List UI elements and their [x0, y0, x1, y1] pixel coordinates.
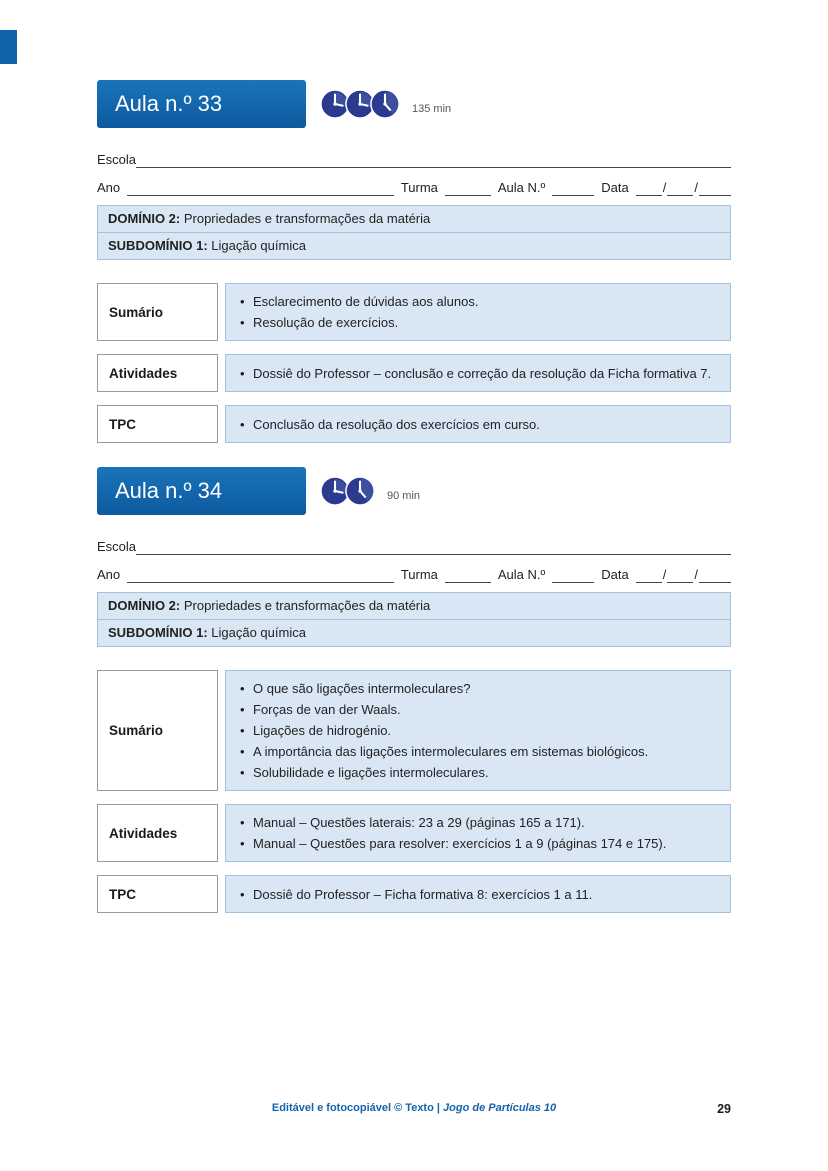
- domain-box: [97, 592, 731, 647]
- sumario-row: [97, 670, 731, 791]
- duration-label: 135 min: [412, 103, 452, 115]
- lesson-title: Aula n.º 33: [115, 91, 223, 116]
- subdomain-text: Ligação química: [207, 238, 306, 253]
- domain-text: Propriedades e transformações da matéria: [180, 598, 431, 613]
- domain-row: [97, 205, 731, 233]
- bullet-item: • Solubilidade e ligações intermoleculares.: [238, 762, 718, 783]
- row-content: [225, 354, 731, 392]
- data-year-blank: [699, 182, 731, 196]
- aula-n-blank-line: [552, 569, 594, 583]
- duration-clocks: [320, 476, 375, 506]
- corner-tab: [0, 30, 17, 64]
- row-content: [225, 875, 731, 913]
- atividades-row: [97, 354, 731, 392]
- lesson-header: [97, 80, 731, 128]
- row-label: Sumário: [97, 670, 218, 791]
- escola-label: Escola: [97, 152, 137, 167]
- data-day-blank: [636, 569, 662, 583]
- escola-blank-line: [136, 154, 731, 168]
- escola-blank-line: [136, 541, 731, 555]
- data-month-blank: [667, 569, 693, 583]
- footer-text: Editável e fotocopiável © Texto |: [271, 1102, 444, 1114]
- clock-icon: [370, 89, 400, 119]
- row-label: TPC: [97, 875, 218, 913]
- footer: [97, 1102, 731, 1114]
- book-title: Jogo de Partículas 10: [443, 1102, 557, 1114]
- bullet-item: • Manual – Questões laterais: 23 a 29 (páginas 165 a 171).: [238, 812, 718, 833]
- turma-label: Turma: [400, 567, 438, 582]
- ano-blank-line: [127, 569, 394, 583]
- bullet-item: • Dossiê do Professor – Ficha formativa 8: exercícios 1 a 11.: [238, 884, 718, 905]
- ano-row: [97, 559, 731, 583]
- date-slash: /: [694, 180, 698, 195]
- atividades-row: [97, 804, 731, 862]
- row-content: [225, 670, 731, 791]
- ano-label: Ano: [97, 180, 121, 195]
- row-label: Sumário: [97, 283, 218, 341]
- subdomain-row: [97, 619, 731, 647]
- turma-blank-line: [445, 569, 491, 583]
- data-label: Data: [601, 567, 629, 582]
- duration-label: 90 min: [387, 490, 421, 502]
- lesson-header: [97, 467, 731, 515]
- data-year-blank: [699, 569, 731, 583]
- bullet-item: • A importância das ligações intermoleculares em sistemas biológicos.: [238, 741, 718, 762]
- data-day-blank: [636, 182, 662, 196]
- subdomain-row: [97, 232, 731, 260]
- aula-n-blank-line: [552, 182, 594, 196]
- sumario-row: [97, 283, 731, 341]
- page-number: 29: [717, 1102, 731, 1116]
- subdomain-label: SUBDOMÍNIO 1:: [108, 625, 208, 640]
- ano-blank-line: [127, 182, 394, 196]
- lesson-title-badge: [97, 80, 306, 128]
- bullet-item: • Manual – Questões para resolver: exercícios 1 a 9 (páginas 174 e 175).: [238, 833, 718, 854]
- date-slash: /: [662, 567, 667, 582]
- domain-row: [97, 592, 731, 620]
- ano-row: [97, 172, 731, 196]
- data-label: Data: [601, 180, 629, 195]
- domain-box: [97, 205, 731, 260]
- subdomain-label: SUBDOMÍNIO 1:: [108, 238, 208, 253]
- bullet-item: • Forças de van der Waals.: [238, 699, 718, 720]
- bullet-item: • O que são ligações intermoleculares?: [238, 678, 718, 699]
- aula-n-label: Aula N.º: [497, 567, 546, 582]
- row-label: Atividades: [97, 804, 218, 862]
- turma-label: Turma: [400, 180, 438, 195]
- bullet-item: • Conclusão da resolução dos exercícios em curso.: [238, 414, 718, 435]
- bullet-item: • Esclarecimento de dúvidas aos alunos.: [238, 291, 718, 312]
- row-label: TPC: [97, 405, 218, 443]
- row-content: [225, 405, 731, 443]
- turma-blank-line: [445, 182, 491, 196]
- date-slash: /: [662, 180, 667, 195]
- escola-label: Escola: [97, 539, 137, 554]
- domain-text: Propriedades e transformações da matéria: [180, 211, 431, 226]
- clock-icon: [345, 476, 375, 506]
- row-content: [225, 804, 731, 862]
- row-content: [225, 283, 731, 341]
- date-slash: /: [694, 567, 698, 582]
- domain-label: DOMÍNIO 2:: [108, 598, 181, 613]
- lesson-section-33: [97, 80, 731, 443]
- page-content: [97, 0, 731, 913]
- escola-row: [97, 533, 731, 555]
- lesson-section-34: [97, 467, 731, 913]
- aula-n-label: Aula N.º: [497, 180, 546, 195]
- tpc-row: [97, 405, 731, 443]
- subdomain-text: Ligação química: [207, 625, 306, 640]
- escola-row: [97, 146, 731, 168]
- ano-label: Ano: [97, 567, 121, 582]
- lesson-title-badge: [97, 467, 306, 515]
- bullet-item: • Ligações de hidrogénio.: [238, 720, 718, 741]
- bullet-item: • Dossiê do Professor – conclusão e correção da resolução da Ficha formativa 7.: [238, 363, 718, 384]
- bullet-item: • Resolução de exercícios.: [238, 312, 718, 333]
- domain-label: DOMÍNIO 2:: [108, 211, 181, 226]
- lesson-title: Aula n.º 34: [115, 478, 223, 503]
- data-month-blank: [667, 182, 693, 196]
- row-label: Atividades: [97, 354, 218, 392]
- duration-clocks: [320, 89, 400, 119]
- tpc-row: [97, 875, 731, 913]
